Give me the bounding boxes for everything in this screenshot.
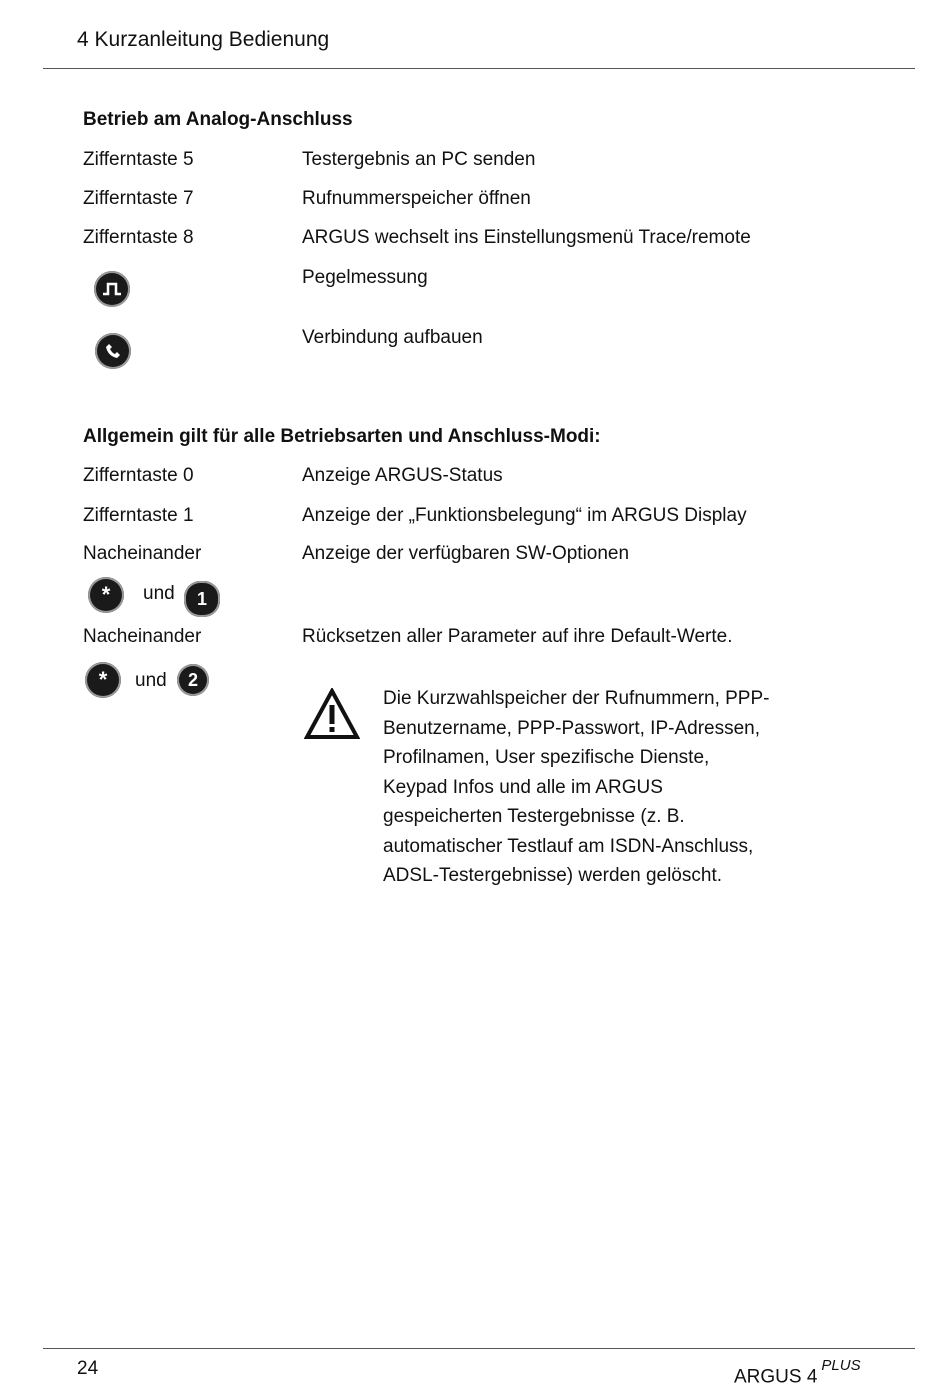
sequence-label-reset: Nacheinander bbox=[83, 626, 202, 647]
digit-2-key-icon bbox=[177, 664, 209, 696]
und-connector: und bbox=[135, 670, 167, 691]
key-label-8: Zifferntaste 8 bbox=[83, 227, 194, 248]
star-key-glyph: * bbox=[98, 667, 108, 692]
sequence-desc-reset: Rücksetzen aller Parameter auf ihre Default-Werte. bbox=[302, 626, 733, 647]
warning-line: Keypad Infos und alle im ARGUS bbox=[383, 776, 663, 798]
warning-line: Die Kurzwahlspeicher der Rufnummern, PPP- bbox=[383, 688, 770, 709]
key-label-0: Zifferntaste 0 bbox=[83, 465, 194, 486]
digit-1-glyph: 1 bbox=[196, 588, 207, 609]
und-connector: und bbox=[143, 583, 175, 604]
pulse-key-icon bbox=[94, 271, 130, 307]
key-label-5: Zifferntaste 5 bbox=[83, 149, 194, 170]
footer-brand bbox=[734, 1357, 861, 1388]
key-desc-5: Testergebnis an PC senden bbox=[302, 149, 536, 170]
key-label-1: Zifferntaste 1 bbox=[83, 505, 194, 526]
star-key-icon bbox=[85, 662, 121, 698]
header-divider bbox=[43, 68, 915, 69]
phone-key-desc: Verbindung aufbauen bbox=[302, 327, 483, 348]
sequence-label-sw-options: Nacheinander bbox=[83, 543, 202, 564]
key-desc-1: Anzeige der „Funktionsbelegung“ im ARGUS Display bbox=[302, 505, 747, 526]
digit-2-glyph: 2 bbox=[187, 669, 198, 690]
warning-note bbox=[383, 684, 803, 891]
footer-divider bbox=[43, 1348, 915, 1349]
digit-1-key-icon bbox=[184, 581, 220, 617]
star-key-glyph: * bbox=[101, 582, 111, 607]
phone-key-icon bbox=[95, 333, 131, 369]
warning-line: ADSL-Testergebnisse) werden gelöscht. bbox=[383, 865, 723, 886]
page-header-title: 4 Kurzanleitung Bedienung bbox=[77, 28, 330, 51]
analog-section-heading: Betrieb am Analog-Anschluss bbox=[83, 109, 353, 130]
warning-line: gespeicherten Testergebnisse (z. B. bbox=[383, 806, 685, 827]
warning-icon bbox=[304, 688, 360, 745]
brand-suffix: PLUS bbox=[821, 1357, 861, 1374]
brand-name: ARGUS 4 bbox=[734, 1366, 818, 1388]
star-key-icon bbox=[88, 577, 124, 613]
key-label-7: Zifferntaste 7 bbox=[83, 188, 194, 209]
pulse-key-desc: Pegelmessung bbox=[302, 267, 428, 288]
key-desc-7: Rufnummerspeicher öffnen bbox=[302, 188, 531, 209]
warning-line: automatischer Testlauf am ISDN-Anschluss, bbox=[383, 835, 754, 857]
page-number: 24 bbox=[77, 1358, 99, 1379]
general-section-heading: Allgemein gilt für alle Betriebsarten und Anschluss-Modi: bbox=[83, 426, 601, 447]
warning-line: Benutzername, PPP-Passwort, IP-Adressen, bbox=[383, 717, 760, 739]
key-desc-8: ARGUS wechselt ins Einstellungsmenü Trace/remote bbox=[302, 227, 751, 248]
sequence-desc-sw-options: Anzeige der verfügbaren SW-Optionen bbox=[302, 543, 630, 564]
key-desc-0: Anzeige ARGUS-Status bbox=[302, 465, 503, 486]
warning-line: Profilnamen, User spezifische Dienste, bbox=[383, 747, 710, 768]
